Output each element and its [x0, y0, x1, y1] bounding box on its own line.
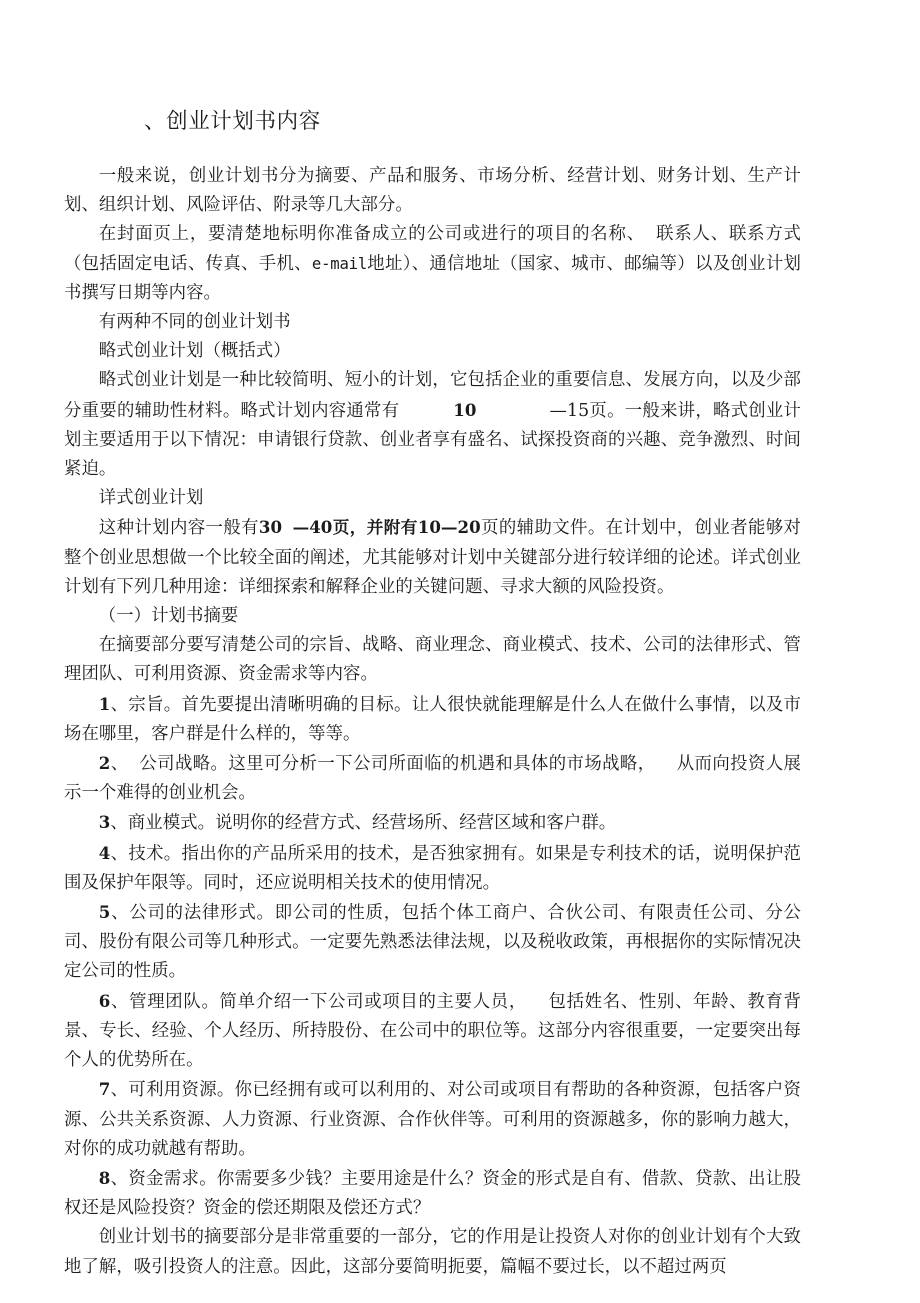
- item-separator: 、: [110, 1080, 129, 1101]
- item-number: 3: [98, 812, 111, 833]
- cover-page-text-b: 联系人、联系方式（包括固定电话、传真、手机、: [64, 224, 801, 274]
- item-text: 可利用资源。你已经拥有或可以利用的、对公司或项目有帮助的各种资源，包括客户资源、公共关系资源、人力资源、行业资源、合作伙伴等。可利用的资源越多，你的影响力越大，对你的成功就越有帮助。: [64, 1080, 801, 1159]
- paragraph-section-one: （一）计划书摘要: [98, 606, 239, 627]
- item-separator: 、: [110, 1168, 129, 1189]
- item-number: 2: [98, 753, 111, 774]
- page-title: 、创业计划书内容: [144, 109, 321, 134]
- item-text-a: 管理团队。简单介绍一下公司或项目的主要人员，: [129, 991, 527, 1012]
- list-item-4: [64, 839, 801, 898]
- item-separator: 、: [110, 843, 129, 864]
- list-item-5: [64, 898, 801, 987]
- item-separator: 、: [110, 754, 129, 775]
- item-text-a: 公司战略。这里可分析一下公司所面临的机遇和具体的市场战略，: [139, 754, 656, 775]
- item-number: 6: [98, 990, 111, 1011]
- detailed-pages-main-start: 30: [258, 517, 283, 538]
- detailed-body-text-b: —40页，并附有: [292, 517, 418, 538]
- paragraph-closing: 创业计划书的摘要部分是非常重要的一部分，它的作用是让投资人对你的创业计划有个大致地了解，吸引投资人的注意。因此，这部分要简明扼要，篇幅不要过长，以不超过两页: [64, 1227, 801, 1277]
- document-body: [64, 0, 801, 1282]
- paragraph-brief-heading: 略式创业计划（概括式）: [98, 341, 291, 362]
- item-separator: 、: [110, 903, 130, 924]
- list-item-8: [64, 1164, 801, 1223]
- paragraph-cover-page: [64, 220, 801, 308]
- item-number: 1: [98, 693, 111, 714]
- paragraph-detailed-heading: 详式创业计划: [98, 488, 204, 509]
- list-item-7: [64, 1075, 801, 1164]
- paragraph-detailed-body: [64, 513, 801, 602]
- item-text: 公司的法律形式。即公司的性质，包括个体工商户、合伙公司、有限责任公司、分公司、股份有限公司等几种形式。一定要先熟悉法律法规，以及税收政策，再根据你的实际情况决定公司的性质。: [64, 903, 801, 982]
- item-number: 5: [98, 902, 111, 923]
- paragraph-summary-intro: 在摘要部分要写清楚公司的宗旨、战略、商业理念、商业模式、技术、公司的法律形式、管理团队、可利用资源、资金需求等内容。: [64, 635, 801, 685]
- list-item-2: [64, 749, 801, 808]
- brief-body-text-b: —15页。一般来讲，略式创业计划主要适用于以下情况：申请银行贷款、创业者享有盛名、试探投资商的兴趣、竞争激烈、时间紧迫。: [64, 400, 801, 480]
- item-number: 8: [98, 1167, 111, 1188]
- brief-body-text-a: 略式创业计划是一种比较简明、短小的计划，它包括企业的重要信息、发展方向，以及少部分重要的辅助性材料。略式计划内容通常有: [64, 370, 801, 421]
- item-number: 7: [98, 1079, 111, 1100]
- paragraph-overview: 一般来说，创业计划书分为摘要、产品和服务、市场分析、经营计划、财务计划、生产计划、组织计划、风险评估、附录等几大部分。: [64, 166, 801, 216]
- detailed-body-text-c: 页的辅助文件。在计划中，创业者能够对整个创业思想做一个比较全面的阐述，尤其能够对计划中关键部分进行较详细的论述。详式创业计划有下列几种用途：详细探索和解释企业的关键问题、寻求大额的风险投资。: [64, 518, 801, 597]
- list-item-6: [64, 987, 801, 1076]
- item-text: 宗旨。首先要提出清晰明确的目标。让人很快就能理解是什么人在做什么事情，以及市场在哪里，客户群是什么样的，等等。: [64, 694, 801, 744]
- item-text: 商业模式。说明你的经营方式、经营场所、经营区域和客户群。: [127, 813, 617, 834]
- item-text-b: 从而向投资人展示一个难得的创业机会。: [64, 754, 801, 804]
- item-separator: 、: [110, 813, 128, 834]
- item-text: 资金需求。你需要多少钱？主要用途是什么？资金的形式是自有、借款、贷款、出让股权还是风险投资？资金的偿还期限及偿还方式？: [64, 1168, 801, 1219]
- item-text: 技术。指出你的产品所采用的技术，是否独家拥有。如果是专利技术的话，说明保护范围及保护年限等。同时，还应说明相关技术的使用情况。: [64, 843, 801, 893]
- brief-pages-start: 10: [453, 399, 477, 420]
- item-separator: 、: [110, 991, 130, 1012]
- cover-page-text-a: 在封面页上，要清楚地标明你准备成立的公司或进行的项目的名称、: [98, 224, 645, 245]
- cover-page-text-c: 地址）、通信地址（国家、城市、邮编等）以及创业计划书撰写日期等内容。: [64, 253, 801, 303]
- detailed-body-text-a: 这种计划内容一般有: [98, 518, 259, 539]
- paragraph-two-kinds: 有两种不同的创业计划书: [98, 312, 291, 333]
- paragraph-brief-body: [64, 366, 801, 484]
- item-text-b: 包括姓名、性别、年龄、教育背景、专长、经验、个人经历、所持股份、在公司中的职位等。这部分内容很重要，一定要突出每个人的优势所在。: [64, 991, 802, 1071]
- item-number: 4: [98, 842, 111, 863]
- list-item-1: [64, 690, 801, 749]
- list-item-3: [64, 808, 801, 838]
- detailed-pages-attach: 10—20: [417, 517, 481, 538]
- email-label: e-mail: [311, 254, 368, 273]
- item-separator: 、: [110, 694, 129, 715]
